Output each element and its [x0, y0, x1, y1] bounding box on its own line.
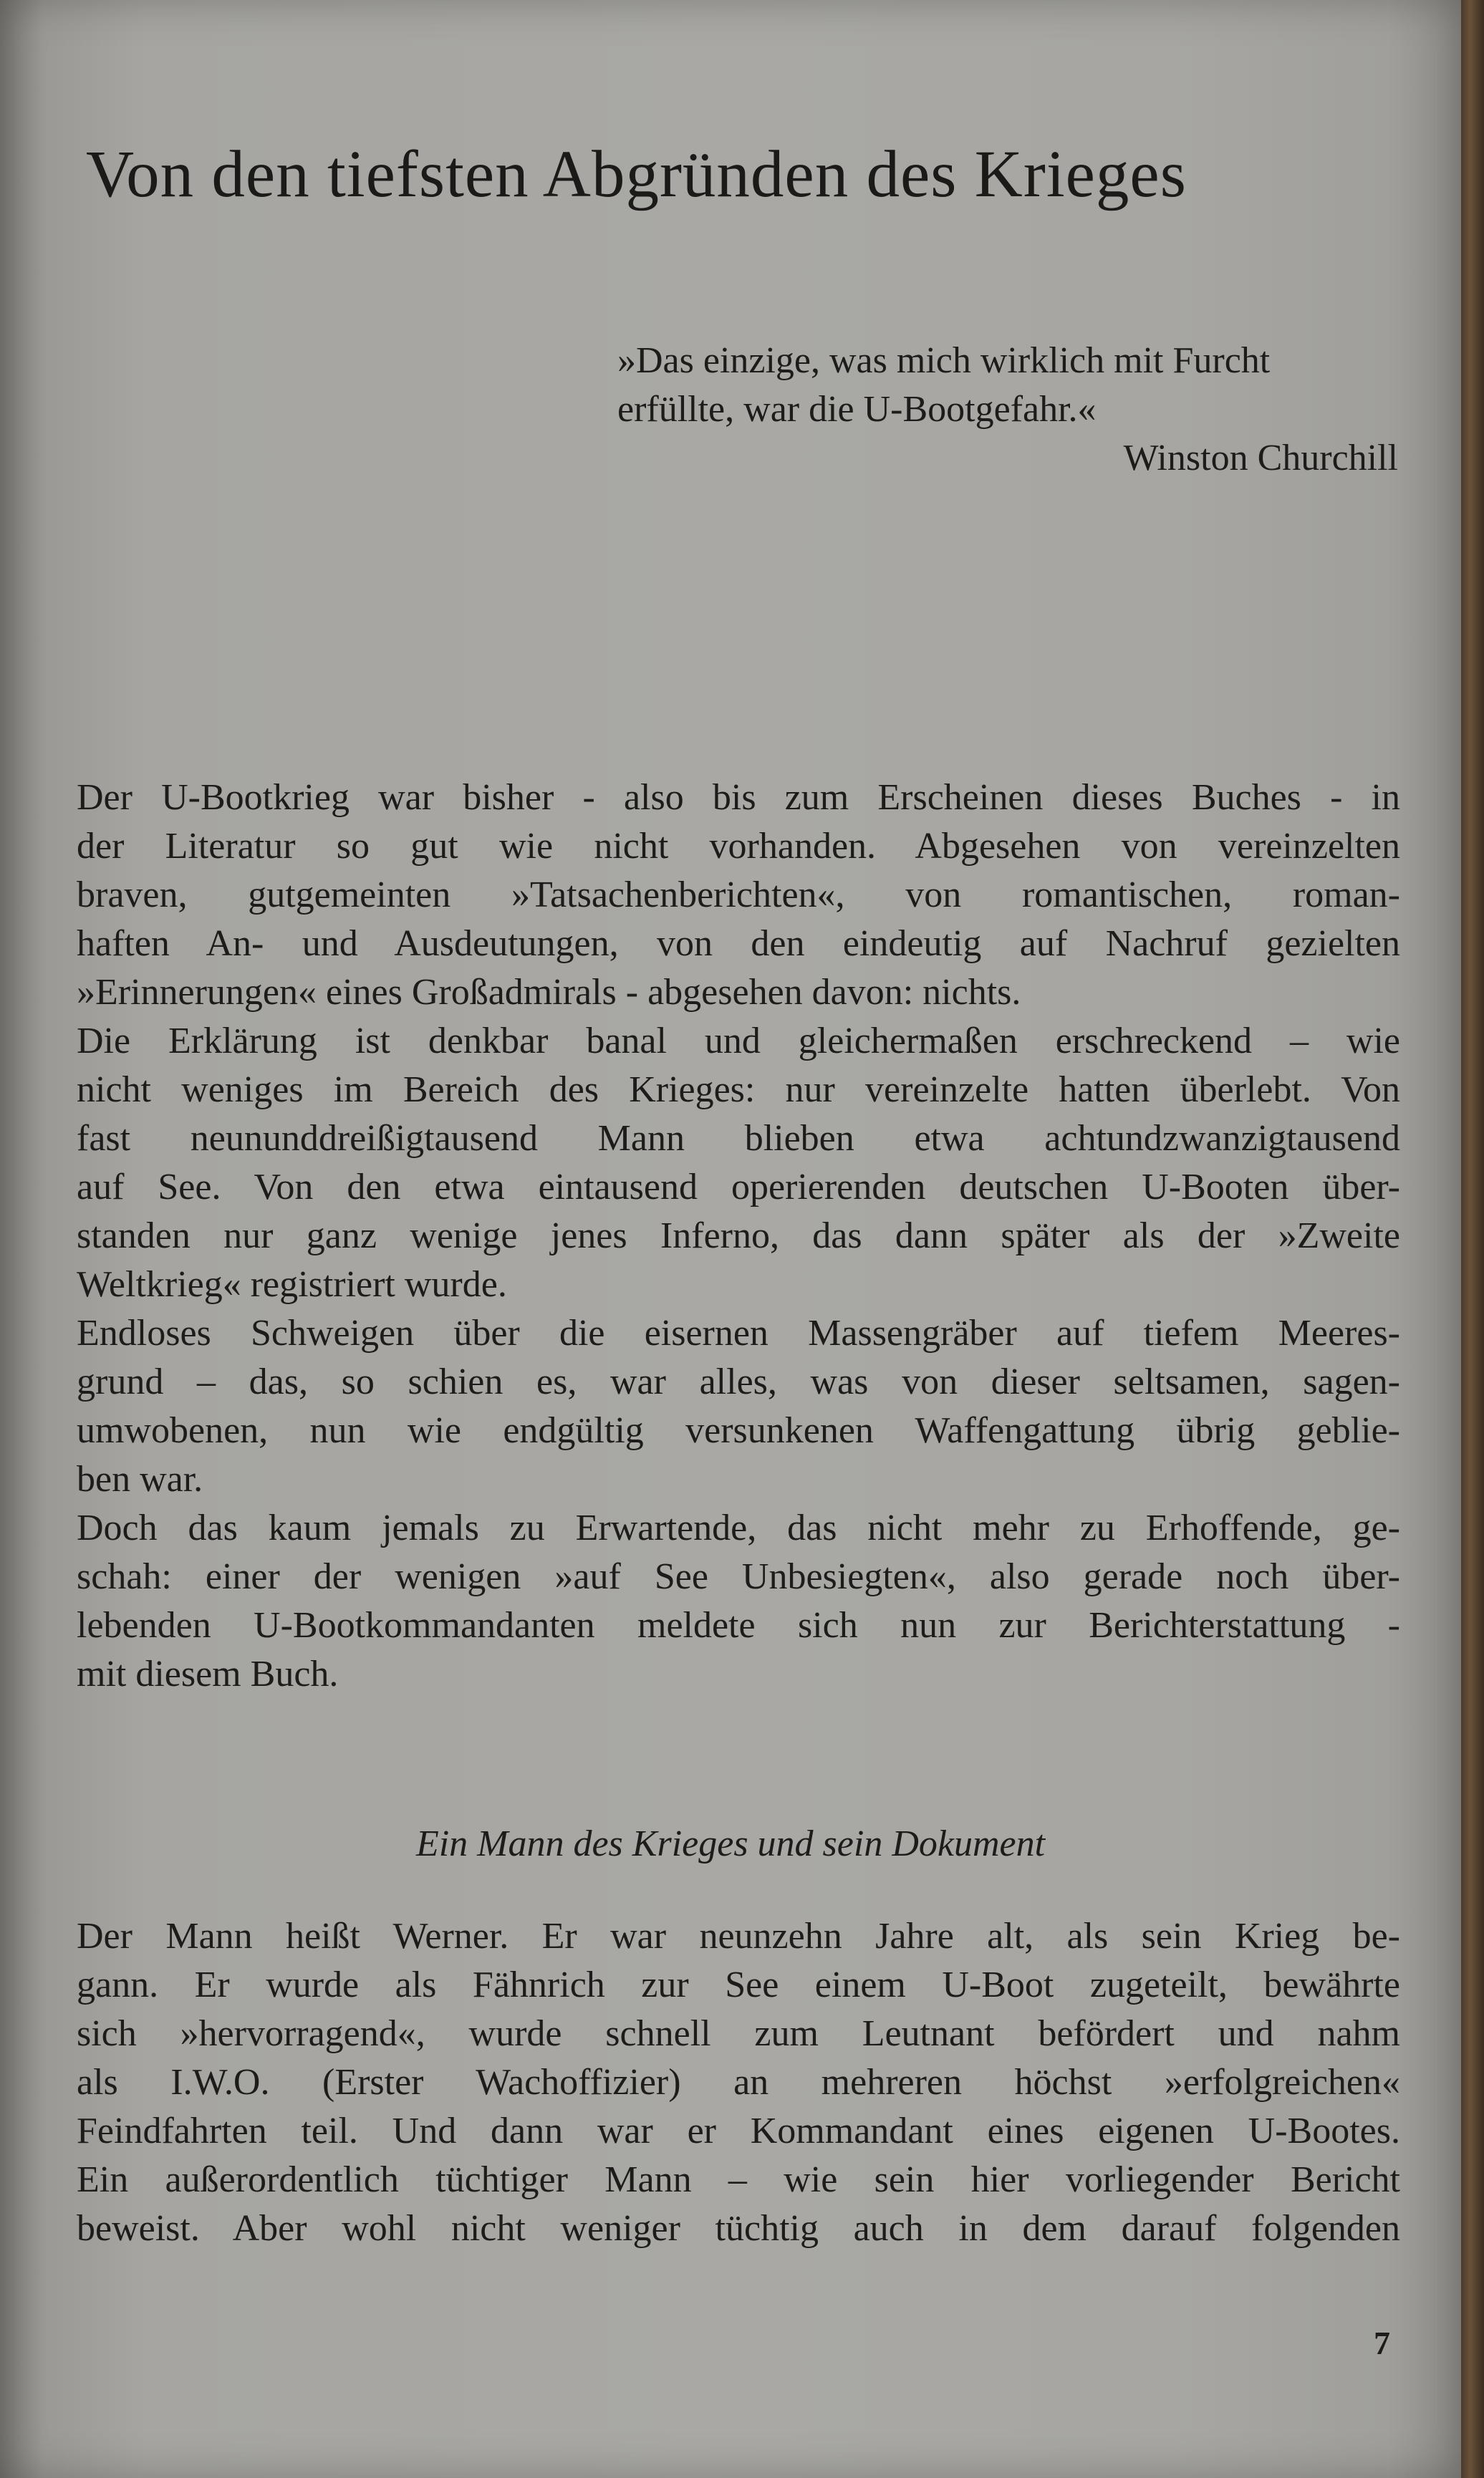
- text-line: Ein außerordentlich tüchtiger Mann – wie sein hier vorliegender Bericht: [77, 2159, 1400, 2200]
- text-line: auf See. Von den etwa eintausend operierenden deutschen U-Booten über-: [77, 1167, 1400, 1207]
- text-line: Der Mann heißt Werner. Er war neunzehn Jahre alt, als sein Krieg be-: [77, 1916, 1400, 1957]
- text-line: ben war.: [77, 1459, 203, 1500]
- text-line: beweist. Aber wohl nicht weniger tüchtig auch in dem darauf folgenden: [77, 2208, 1400, 2249]
- section-subheading: Ein Mann des Krieges und sein Dokument: [415, 1823, 1046, 1864]
- text-line: lebenden U-Bootkommandanten meldete sich nun zur Berichterstattung -: [77, 1605, 1400, 1646]
- text-line: standen nur ganz wenige jenes Inferno, das dann später als der »Zweite: [77, 1215, 1400, 1256]
- epigraph: [617, 337, 1398, 483]
- page-number: 7: [1374, 2325, 1390, 2361]
- text-line: der Literatur so gut wie nicht vorhanden. Abgesehen von vereinzelten: [77, 826, 1400, 867]
- epigraph-line: erfüllte, war die U-Bootgefahr.«: [617, 389, 1097, 430]
- text-line: Weltkrieg« registriert wurde.: [77, 1264, 507, 1305]
- text-line: schah: einer der wenigen »auf See Unbesiegten«, also gerade noch über-: [77, 1556, 1400, 1597]
- text-line: haften An- und Ausdeutungen, von den eindeutig auf Nachruf gezielten: [77, 923, 1400, 964]
- text-line: Der U-Bootkrieg war bisher - also bis zum Erscheinen dieses Buches - in: [77, 777, 1400, 818]
- text-line: braven, gutgemeinten »Tatsachenberichten«, von romantischen, roman-: [77, 874, 1400, 915]
- text-line: umwobenen, nun wie endgültig versunkenen Waffengattung übrig geblie-: [77, 1410, 1400, 1451]
- text-line: Feindfahrten teil. Und dann war er Kommandant eines eigenen U-Bootes.: [77, 2111, 1400, 2151]
- epigraph-author: Winston Churchill: [1123, 438, 1398, 478]
- intro-section: [77, 773, 1400, 1699]
- text-line: Endloses Schweigen über die eisernen Massengräber auf tiefem Meeres-: [77, 1313, 1400, 1354]
- chapter-title: Von den tiefsten Abgründen des Krieges: [86, 138, 1187, 211]
- text-line: nicht weniges im Bereich des Krieges: nur vereinzelte hatten überlebt. Von: [77, 1069, 1400, 1110]
- text-line: gann. Er wurde als Fähnrich zur See einem U-Boot zugeteilt, bewährte: [77, 1964, 1400, 2005]
- text-line: sich »hervorragend«, wurde schnell zum Leutnant befördert und nahm: [77, 2013, 1400, 2054]
- main-section: [77, 1912, 1400, 2253]
- text-line: grund – das, so schien es, war alles, was von dieser seltsamen, sagen-: [77, 1361, 1400, 1402]
- book-edge: [1461, 0, 1484, 2478]
- text-line: fast neununddreißigtausend Mann blieben etwa achtundzwanzigtausend: [77, 1118, 1400, 1159]
- epigraph-line: »Das einzige, was mich wirklich mit Furcht: [617, 340, 1271, 381]
- text-line: als I.W.O. (Erster Wachoffizier) an mehreren höchst »erfolgreichen«: [77, 2062, 1400, 2103]
- text-line: »Erinnerungen« eines Großadmirals - abgesehen davon: nichts.: [77, 972, 1021, 1013]
- text-line: Die Erklärung ist denkbar banal und gleichermaßen erschreckend – wie: [77, 1021, 1400, 1061]
- text-line: Doch das kaum jemals zu Erwartende, das nicht mehr zu Erhoffende, ge-: [77, 1508, 1400, 1548]
- text-line: mit diesem Buch.: [77, 1654, 339, 1694]
